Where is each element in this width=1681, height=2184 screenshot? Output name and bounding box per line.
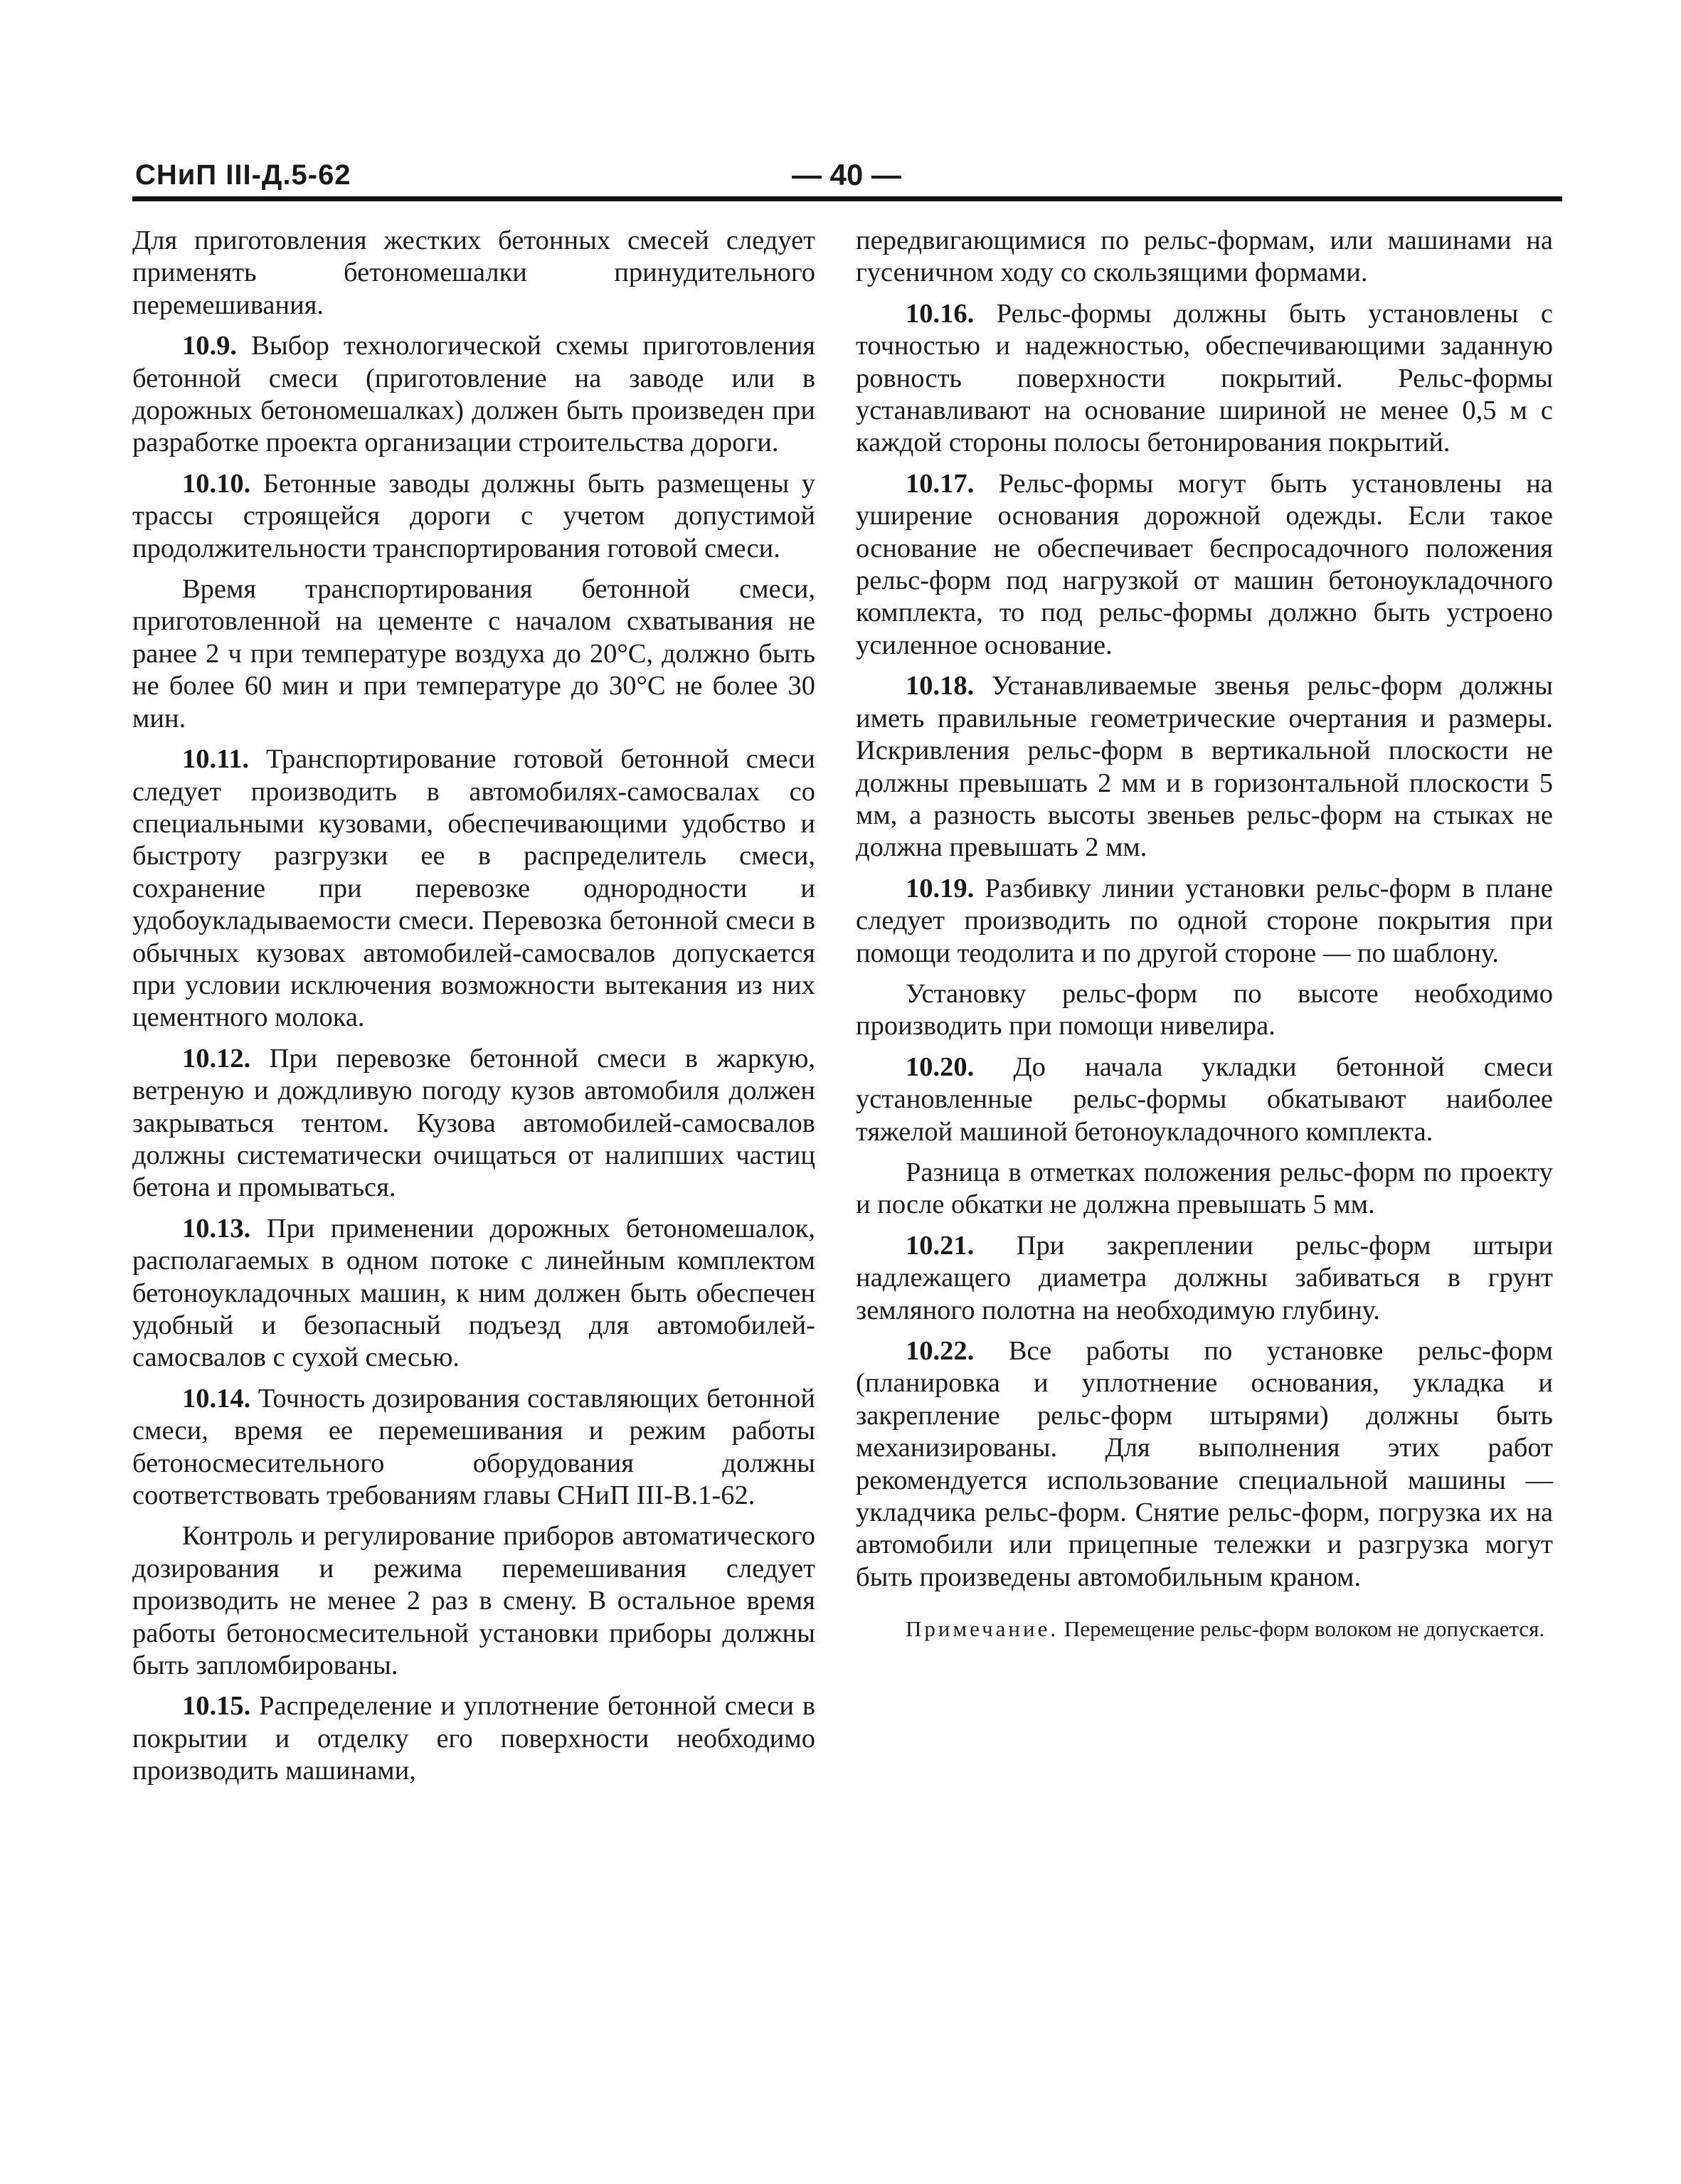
paragraph-10-22 <box>856 1335 1553 1594</box>
paragraph-10-18 <box>856 670 1553 864</box>
paragraph-10-11 <box>132 743 815 1034</box>
note-text: Перемещение рельс-форм волоком не допускается. <box>1064 1616 1545 1642</box>
paragraph <box>856 978 1553 1043</box>
paragraph-10-10 <box>132 468 815 565</box>
clause-number: 10.17. <box>906 468 975 499</box>
paragraph-10-12 <box>132 1043 815 1204</box>
paragraph-10-21 <box>856 1230 1553 1327</box>
paragraph-text: Все работы по установке рельс-форм (планировка и уплотнение основания, укладка и закрепление рельс-форм штырями) должны быть механизированы. Для выполнения этих работ рекомендуется использование специальной машины — укладчика рельс-форм. Снятие рельс-форм, погрузка их на автомобили или прицепные тележки и разгрузка могут быть произведены автомобильным краном. <box>856 1336 1554 1592</box>
paragraph-10-19 <box>856 873 1553 970</box>
paragraph-text: Рельс-формы могут быть установлены на уширение основания дорожной одежды. Если такое основание не обеспечивает беспросадочного положения рельс-форм под нагрузкой от машин бетоноукладочного комплекта, то под рельс-формы должно быть устроено усиленное основание. <box>856 468 1553 660</box>
paragraph-10-13 <box>132 1213 815 1374</box>
paragraph-10-20 <box>856 1051 1553 1148</box>
paragraph-text: Разбивку линии установки рельс-форм в плане следует производить по одной стороне покрытия при помощи теодолита и по другой стороне — по шаблону. <box>856 873 1553 968</box>
paragraph-text: Для приготовления жестких бетонных смесей следует применять бетономешалки принудительного перемешивания. <box>132 226 815 320</box>
clause-number: 10.18. <box>906 671 975 701</box>
clause-number: 10.11. <box>182 744 250 775</box>
clause-number: 10.10. <box>182 468 251 499</box>
paragraph-text: При применении дорожных бетономешалок, располагаемых в одном потоке с линейным комплектом бетоноукладочных машин, к ним должен быть обеспечен удобный и безопасный подъезд для автомобилей-самосвалов с сухой смесью. <box>132 1213 815 1373</box>
clause-number: 10.14. <box>182 1383 251 1414</box>
paragraph <box>132 573 815 735</box>
paragraph <box>132 225 815 322</box>
paragraph <box>856 225 1553 290</box>
paragraph-text: передвигающимися по рельс-формам, или машинами на гусеничном ходу со скользящими формами. <box>856 226 1553 288</box>
clause-number: 10.22. <box>906 1336 975 1366</box>
paragraph-10-16 <box>856 298 1553 460</box>
clause-number: 10.20. <box>906 1051 975 1082</box>
document-code: СНиП III-Д.5-62 <box>135 159 351 191</box>
clause-number: 10.21. <box>906 1230 975 1261</box>
paragraph-text: Время транспортирования бетонной смеси, приготовленной на цементе с началом схватывания не ранее 2 ч при температуре воздуха до 20°С, должно быть не более 60 мин и при температуре до 30°С не более 30 мин. <box>132 574 815 733</box>
paragraph-text: Рельс-формы должны быть установлены с точностью и надежностью, обеспечивающими заданную ровность поверхности покрытий. Рельс-формы устанавливают на основание шириной не менее 0,5 м с каждой стороны полосы бетонирования покрытий. <box>856 298 1553 458</box>
paragraph-10-15 <box>132 1690 815 1787</box>
header-rule <box>132 196 1562 201</box>
paragraph <box>856 1157 1553 1221</box>
paragraph-text: Выбор технологической схемы приготовления бетонной смеси (приготовление на заводе или в дорожных бетономешалках) должен быть произведен при разработке проекта организации строительства дороги. <box>132 331 815 458</box>
clause-number: 10.16. <box>906 298 975 329</box>
left-column <box>132 225 815 1796</box>
paragraph-text: При перевозке бетонной смеси в жаркую, ветреную и дождливую погоду кузов автомобиля должен закрываться тентом. Кузова автомобилей-самосвалов должны систематически очищаться от налипших частиц бетона и промываться. <box>132 1043 816 1203</box>
clause-number: 10.9. <box>182 331 237 361</box>
paragraph-text: Точность дозирования составляющих бетонной смеси, время ее перемешивания и режим работы бетоносмесительного оборудования должны соответствовать требованиям главы СНиП III-В.1-62. <box>132 1383 816 1511</box>
page-number: — 40 — <box>791 158 902 191</box>
clause-number: 10.15. <box>182 1691 251 1722</box>
right-column <box>856 225 1553 1652</box>
clause-number: 10.12. <box>182 1043 251 1074</box>
note-label: Примечание. <box>906 1616 1059 1642</box>
paragraph-text: Транспортирование готовой бетонной смеси следует производить в автомобилях-самосвалах со специальными кузовами, обеспечивающими удобство и быстроту разгрузки ее в распределитель смеси, сохранение при перевозке однородности и удобоукладываемости смеси. Перевозка бетонной смеси в обычных кузовах автомобилей-самосвалов допускается при условии исключения возможности вытекания из них цементного молока. <box>132 744 815 1033</box>
paragraph-text: Бетонные заводы должны быть размещены у трассы строящейся дороги с учетом допустимой продолжительности транспортирования готовой смеси. <box>132 468 815 563</box>
paragraph-10-14 <box>132 1383 815 1512</box>
paragraph-10-9 <box>132 330 815 460</box>
footnote <box>856 1615 1553 1643</box>
paragraph-text: Контроль и регулирование приборов автоматического дозирования и режима перемешивания следует производить не менее 2 раз в смену. В остальное время работы бетоносмесительной установки приборы должны быть запломбированы. <box>132 1521 815 1681</box>
paragraph-text: Разница в отметках положения рельс-форм по проекту и после обкатки не должна превышать 5 мм. <box>856 1157 1553 1220</box>
paragraph-text: До начала укладки бетонной смеси установленные рельс-формы обкатывают наиболее тяжелой машиной бетоноукладочного комплекта. <box>856 1051 1553 1147</box>
paragraph-10-17 <box>856 468 1553 662</box>
paragraph-text: При закреплении рельс-форм штыри надлежащего диаметра должны забиваться в грунт земляного полотна на необходимую глубину. <box>856 1230 1553 1325</box>
clause-number: 10.13. <box>182 1213 251 1244</box>
page-header <box>135 155 1561 198</box>
paragraph-text: Установку рельс-форм по высоте необходимо производить при помощи нивелира. <box>856 978 1553 1041</box>
clause-number: 10.19. <box>906 873 975 903</box>
paragraph <box>132 1520 815 1682</box>
paragraph-text: Распределение и уплотнение бетонной смеси в покрытии и отделку его поверхности необходимо производить машинами, <box>132 1691 815 1786</box>
paragraph-text: Устанавливаемые звенья рельс-форм должны иметь правильные геометрические очертания и размеры. Искривления рельс-форм в вертикальной плоскости не должны превышать 2 мм и в горизонтальной плоскости 5 мм, а разность высоты звеньев рельс-форм на стыках не должна превышать 2 мм. <box>856 671 1553 863</box>
